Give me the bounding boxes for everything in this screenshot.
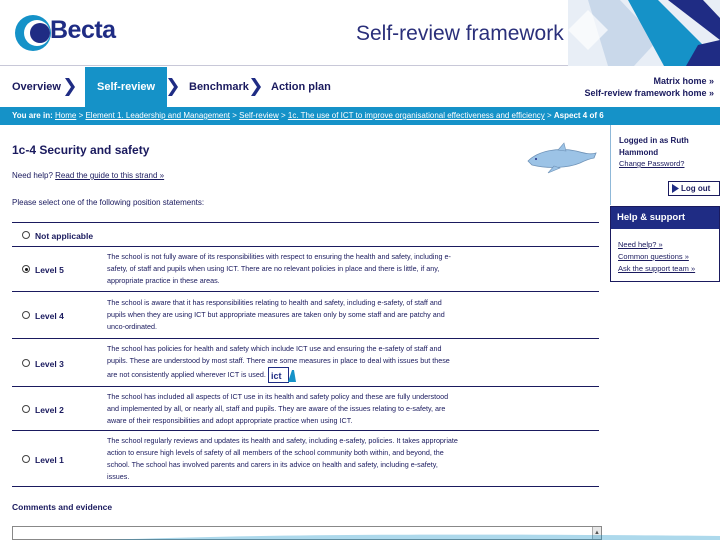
breadcrumb-sep: > xyxy=(547,111,552,120)
desc-line: The school is not fully aware of its responsibilities with respect to ensuring the health and safety, including e- xyxy=(107,252,451,261)
common-questions-link[interactable]: Common questions » xyxy=(618,252,689,261)
breadcrumb-prefix: You are in: xyxy=(12,111,53,120)
dolphin-icon xyxy=(524,141,600,175)
becta-logo-icon xyxy=(14,13,54,53)
tab-overview[interactable]: Overview xyxy=(12,81,61,93)
scrollbar-up-arrow[interactable]: ▲ xyxy=(592,527,601,539)
ict-badge-icon[interactable] xyxy=(268,367,298,383)
desc-line-text: are not consistently applied wherever ICT is used. xyxy=(107,369,266,379)
option-description xyxy=(107,251,499,287)
change-password-link[interactable]: Change Password? xyxy=(619,159,685,168)
option-not-applicable[interactable] xyxy=(12,223,599,247)
logout-label: Log out xyxy=(681,184,711,193)
help-support-panel xyxy=(610,206,720,282)
header-decoration xyxy=(568,0,720,66)
desc-line: safety, of staff and pupils when using ICT. There are no relevant policies in place and there is little, if any, xyxy=(107,264,440,273)
breadcrumb xyxy=(0,107,720,125)
option-level-4[interactable] xyxy=(12,292,599,339)
desc-line: pupils when they are using ICT but appropriate measures are taken only by some staff and are patchy and xyxy=(107,310,445,319)
option-label: Not applicable xyxy=(35,231,94,241)
chevron-right-icon xyxy=(64,77,76,97)
desc-line: unco-ordinated. xyxy=(107,322,157,331)
desc-line: action to ensure high levels of safety of all members of the school community both within, and beyond, the xyxy=(107,448,444,457)
aspect-title: 1c-4 Security and safety xyxy=(12,143,150,157)
help-support-title: Help & support xyxy=(611,207,719,229)
chevron-right-icon xyxy=(250,77,262,97)
site-header xyxy=(0,0,720,66)
help-line xyxy=(12,171,164,180)
page-title: Self-review framework xyxy=(356,22,564,45)
main-nav xyxy=(0,67,720,107)
option-description xyxy=(107,343,499,383)
option-level-1[interactable] xyxy=(12,431,599,487)
breadcrumb-sep: > xyxy=(232,111,237,120)
option-label: Level 5 xyxy=(35,265,64,275)
radio-level-3[interactable] xyxy=(22,359,30,367)
breadcrumb-sep: > xyxy=(280,111,286,120)
option-description xyxy=(107,297,499,333)
logo-text: Becta xyxy=(50,16,116,44)
arrow-right-icon xyxy=(671,184,679,193)
option-level-3[interactable] xyxy=(12,339,599,387)
help-prefix: Need help? xyxy=(12,171,53,180)
desc-line: and implemented by all, or nearly all, staff and pupils. They are aware of the issues relating to e-safety, are xyxy=(107,404,446,413)
option-level-5[interactable] xyxy=(12,247,599,292)
nav-right-links xyxy=(584,75,714,99)
select-prompt: Please select one of the following position statements: xyxy=(12,198,205,207)
logged-in-line: Hammond xyxy=(619,148,659,157)
option-label: Level 3 xyxy=(35,359,64,369)
desc-line: The school regularly reviews and updates its health and safety, including e-safety, policies. It takes appropriate xyxy=(107,436,458,445)
tab-action-plan[interactable]: Action plan xyxy=(271,81,331,93)
logged-in-as xyxy=(619,135,689,159)
desc-line xyxy=(107,367,499,383)
breadcrumb-element[interactable]: Element 1. Leadership and Management xyxy=(85,111,231,120)
breadcrumb-sep: > xyxy=(78,111,84,120)
option-label: Level 4 xyxy=(35,311,64,321)
breadcrumb-current: Aspect 4 of 6 xyxy=(553,111,604,120)
tab-benchmark[interactable]: Benchmark xyxy=(189,81,249,93)
tab-self-review[interactable]: Self-review xyxy=(85,67,167,107)
option-label: Level 2 xyxy=(35,405,64,415)
logout-button[interactable] xyxy=(668,181,720,196)
option-label: Level 1 xyxy=(35,455,64,465)
radio-level-2[interactable] xyxy=(22,405,30,413)
guide-link[interactable]: Read the guide to this strand » xyxy=(55,171,165,180)
comments-label: Comments and evidence xyxy=(12,502,113,512)
breadcrumb-self-review[interactable]: Self-review xyxy=(239,111,279,120)
radio-not-applicable[interactable] xyxy=(22,231,30,239)
self-review-home-link[interactable]: Self-review framework home » xyxy=(584,88,714,98)
desc-line: school. The school has involved parents and carers in its advice on health and safety, including e-safety, xyxy=(107,460,438,469)
chevron-right-icon xyxy=(167,77,179,97)
desc-line: pupils. These are understood by most staff. There are some measures in place to deal with issues but these xyxy=(107,356,450,365)
breadcrumb-strand[interactable]: 1c. The use of ICT to improve organisational effectiveness and efficiency xyxy=(287,111,545,120)
desc-line: appropriate practice in these areas. xyxy=(107,276,220,285)
position-statements xyxy=(12,222,599,487)
ict-badge-text: ict xyxy=(270,371,282,381)
radio-level-1[interactable] xyxy=(22,455,30,463)
desc-line: The school has included all aspects of ICT use in its health and safety policy and these are fully understood xyxy=(107,392,449,401)
option-description xyxy=(107,391,499,427)
radio-level-5[interactable] xyxy=(22,265,30,273)
need-help-link[interactable]: Need help? » xyxy=(618,240,663,249)
radio-level-4[interactable] xyxy=(22,311,30,319)
logged-in-line: Logged in as Ruth xyxy=(619,136,689,145)
breadcrumb-home[interactable]: Home xyxy=(54,111,77,120)
desc-line: The school is aware that it has responsibilities relating to health and safety, including e-safety, of staff and xyxy=(107,298,442,307)
desc-line: aware of their responsibilities and adopt appropriate practice when using ICT. xyxy=(107,416,353,425)
matrix-home-link[interactable]: Matrix home » xyxy=(653,76,714,86)
desc-line: issues. xyxy=(107,472,130,481)
main-content xyxy=(0,125,608,540)
desc-line: The school has policies for health and safety which include ICT use and ensuring the e-safety of staff and xyxy=(107,344,442,353)
option-level-2[interactable] xyxy=(12,387,599,431)
help-links xyxy=(618,239,695,275)
ask-support-link[interactable]: Ask the support team » xyxy=(618,264,696,273)
option-description xyxy=(107,435,499,483)
footer-wave-decoration xyxy=(100,533,720,540)
